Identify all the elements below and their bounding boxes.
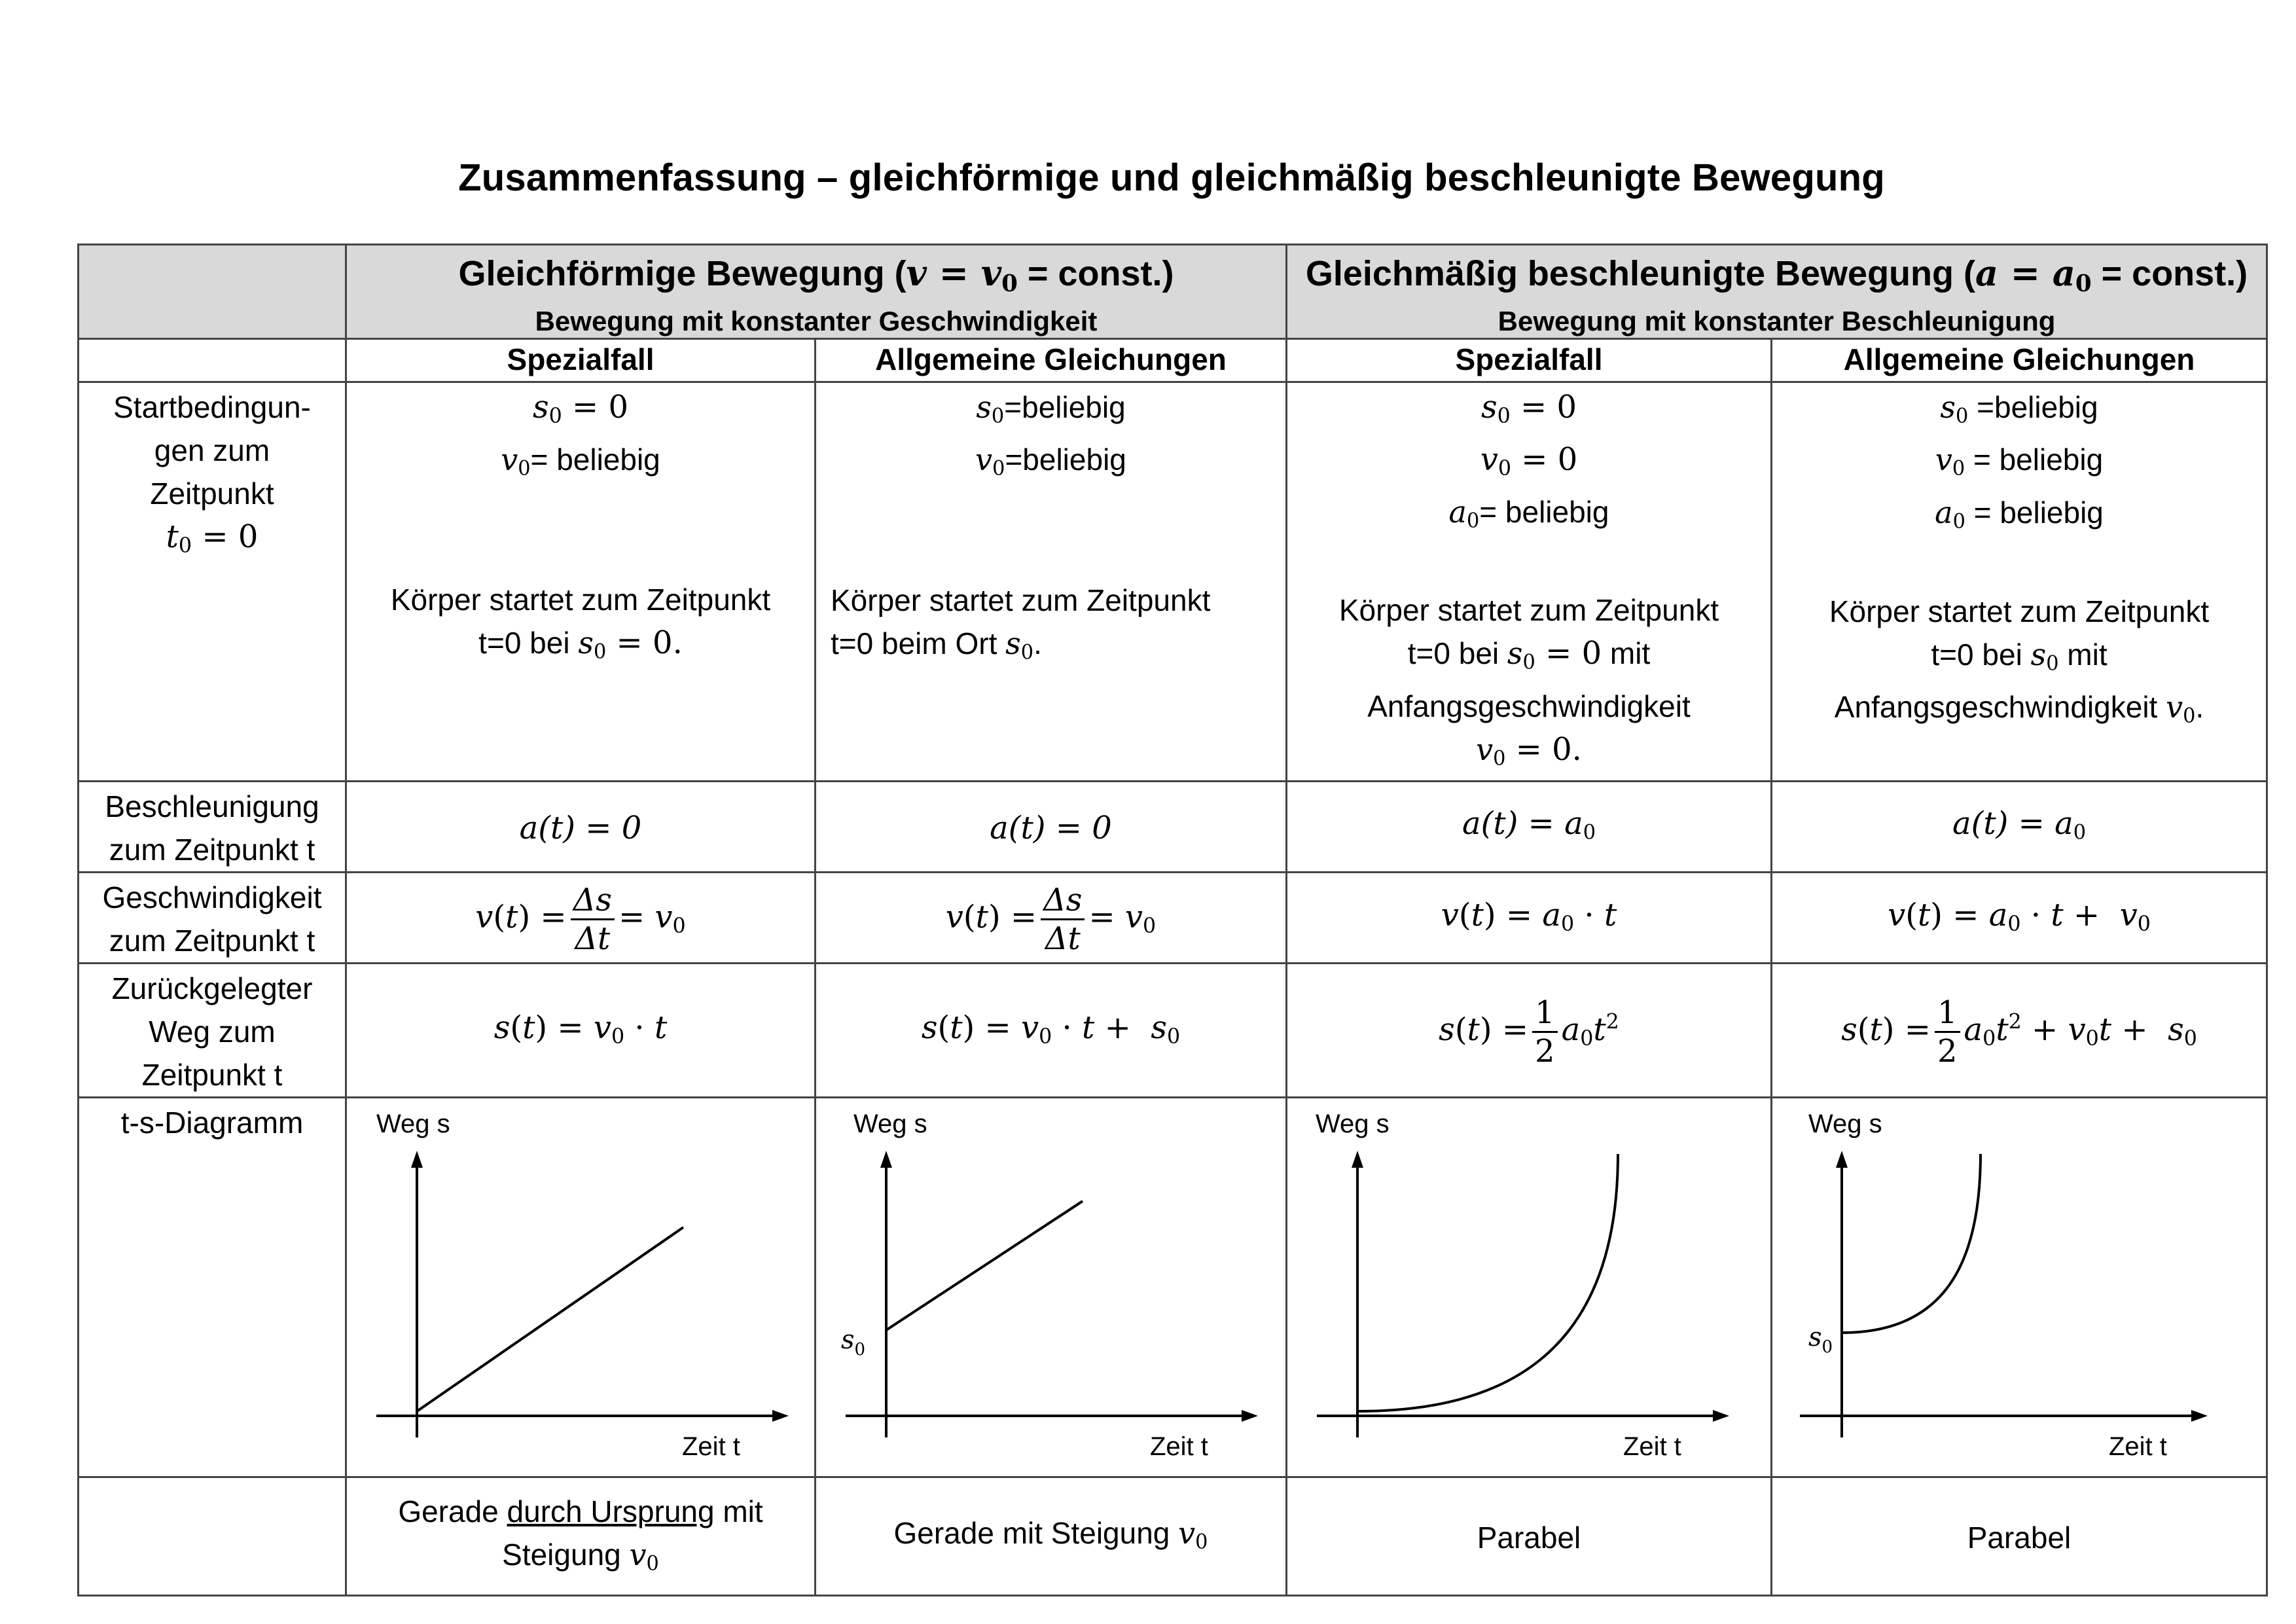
row-label-diagram (79, 1098, 346, 1477)
x-axis-label: Zeit t (682, 1432, 740, 1462)
distance-cell-3: s(t) = $\frac{1}{2}$ $a_0t^2$ (1287, 964, 1772, 1098)
start-c4-line3: = beliebig (1965, 496, 2104, 530)
accel-formula-3: a(t) = a (1462, 805, 1583, 842)
accel-cell-3: $a(t) = a_0$ (1287, 782, 1772, 873)
s0-label: $s_0$ (841, 1325, 866, 1360)
label-line: Beschleunigung (105, 789, 319, 824)
accelerated-title-math: a = a (1975, 252, 2075, 294)
label-math-rest: = 0 (192, 518, 259, 555)
y-axis-arrow-icon (880, 1151, 892, 1168)
y-axis-label: Weg s (1316, 1110, 1390, 1139)
caption-empty-cell (79, 1477, 346, 1596)
start-cell-1: $s_0 = 0$ $v_0=$ beliebig Körper startet zum Zeitpunkt t=0 bei $s_0 = 0$. (346, 382, 816, 782)
velocity-cell-2: v(t) = $\frac{\Delta s}{\Delta t}$ = $v_0$ (816, 873, 1287, 964)
half-fraction-1: $\frac{1}{2}$ (1532, 994, 1558, 1070)
label-line: Geschwindigkeit (102, 880, 322, 915)
header-row (79, 245, 2267, 339)
row-start-conditions (79, 382, 2267, 782)
start-c3-desc2c: mit (1602, 636, 1651, 671)
graph-parabola (1842, 1154, 1981, 1333)
x-axis-arrow-icon (772, 1410, 789, 1422)
graph-line (886, 1201, 1083, 1330)
caption-cell-2: Gerade mit Steigung $v_0$ (816, 1477, 1287, 1596)
uniform-title: Gleichförmige Bewegung ( (458, 254, 906, 293)
row-distance (79, 964, 2267, 1098)
col-header-1: Spezialfall (346, 338, 816, 382)
start-c2-desc2: t=0 beim Ort (831, 626, 1006, 661)
start-c4-line2: = beliebig (1965, 442, 2104, 477)
row-caption (79, 1477, 2267, 1596)
caption-1-underline: durch Ursprung (507, 1494, 715, 1529)
y-axis-arrow-icon (1836, 1151, 1848, 1168)
diagram-cell-3 (1287, 1098, 1772, 1477)
start-c1-line1: = 0 (572, 388, 629, 425)
y-axis-label: Weg s (376, 1110, 450, 1139)
label-line: gen zum (154, 433, 270, 467)
header-empty-cell (79, 245, 346, 339)
label-line: zum Zeitpunkt t (109, 924, 315, 958)
start-c3-line3: = beliebig (1479, 494, 1609, 529)
diagram-cell-4 (1772, 1098, 2267, 1477)
start-c3-desc3: Anfangsgeschwindigkeit (1367, 689, 1691, 723)
start-c2-line2: =beliebig (1005, 442, 1126, 477)
accel-cell-4: $a(t) = a_0$ (1772, 782, 2267, 873)
x-axis-arrow-icon (1242, 1410, 1258, 1422)
start-c3-desc4: = 0. (1505, 731, 1582, 768)
y-axis-arrow-icon (411, 1151, 423, 1168)
y-axis-label: Weg s (853, 1110, 927, 1139)
accel-cell-1 (346, 782, 816, 873)
start-cell-4: $s_0$ =beliebig $v_0$ = beliebig $a_0$ = beliebig Körper startet zum Zeitpunkt t=0 bei $s_0$ mit Anfangsgeschwindigkeit $v_0$. (1772, 382, 2267, 782)
uniform-title-math: v = v (906, 252, 1002, 294)
label-line: Zurückgelegter (111, 971, 313, 1006)
subheader-empty-cell (79, 338, 346, 382)
label-math-sub: 0 (178, 533, 192, 558)
ts-diagram-3 (1287, 1098, 1772, 1474)
uniform-title-suffix: = const.) (1017, 254, 1174, 293)
row-label-velocity (79, 873, 346, 964)
start-c3-desc2a: t=0 bei (1407, 636, 1507, 671)
header-uniform (346, 245, 1287, 339)
start-c3-line2: = 0 (1521, 441, 1578, 478)
caption-1-pre: Gerade (398, 1494, 507, 1529)
label-math-t: t (166, 518, 179, 555)
page-title: Zusammenfassung – gleichförmige und gleichmäßig beschleunigte Bewegung (458, 156, 1885, 199)
velocity-cell-3: $v(t) = a_0 \cdot t$ (1287, 873, 1772, 964)
uniform-title-sub: 0 (1001, 270, 1018, 297)
accel-formula-2: a(t) = 0 (990, 810, 1112, 847)
label-line: Zeitpunkt t (141, 1058, 283, 1092)
y-axis-arrow-icon (1352, 1151, 1363, 1168)
velocity-fraction-2: $\frac{\Delta s}{\Delta t}$ (1041, 882, 1085, 957)
velocity-fraction-1: $\frac{\Delta s}{\Delta t}$ (571, 882, 615, 957)
caption-cell-4 (1772, 1477, 2267, 1596)
row-label-distance (79, 964, 346, 1098)
label-line: Zeitpunkt (150, 476, 274, 511)
start-c1-desc2a: t=0 bei (478, 626, 579, 660)
start-c2-desc1: Körper startet zum Zeitpunkt (831, 583, 1211, 618)
start-c3-desc2b: = 0 (1535, 635, 1602, 672)
accelerated-title-suffix: = const.) (2091, 254, 2248, 293)
ts-diagram-1 (347, 1098, 816, 1474)
start-c4-desc3: Anfangsgeschwindigkeit (1834, 690, 2166, 725)
start-c1-line2: = beliebig (530, 442, 660, 477)
accel-cell-2 (816, 782, 1287, 873)
distance-cell-4: s(t) = $\frac{1}{2}$ $a_0t^2 + v_0t + s_0$ (1772, 964, 2267, 1098)
accel-formula-1: a(t) = 0 (519, 810, 642, 847)
ts-diagram-2 (816, 1098, 1287, 1474)
col-header-2: Allgemeine Gleichungen (816, 338, 1287, 382)
start-c1-desc1: Körper startet zum Zeitpunkt (390, 583, 771, 617)
label-line: Startbedingun- (113, 389, 311, 424)
label-line: Weg zum (149, 1015, 276, 1049)
row-label-start (79, 382, 346, 782)
y-axis-label: Weg s (1808, 1110, 1882, 1139)
x-axis-label: Zeit t (1623, 1432, 1681, 1462)
col-header-3: Spezialfall (1287, 338, 1772, 382)
start-cell-3: $s_0 = 0$ $v_0 = 0$ $a_0=$ beliebig Körper startet zum Zeitpunkt t=0 bei $s_0 = 0$ mit Anfangsgeschwindigkeit $v_0 = 0$. (1287, 382, 1772, 782)
subheader-row (79, 338, 2267, 382)
accelerated-title-sub: 0 (2075, 270, 2092, 297)
start-c4-line1: =beliebig (1968, 389, 2098, 424)
caption-3: Parabel (1477, 1521, 1581, 1555)
col-header-4: Allgemeine Gleichungen (1772, 338, 2267, 382)
start-c4-desc1: Körper startet zum Zeitpunkt (1829, 594, 2210, 628)
start-c4-desc2b: mit (2058, 637, 2108, 672)
velocity-cell-4: $v(t) = a_0 \cdot t + v_0$ (1772, 873, 2267, 964)
summary-table (77, 244, 2268, 1597)
diagram-cell-2 (816, 1098, 1287, 1477)
start-c3-desc1: Körper startet zum Zeitpunkt (1338, 593, 1719, 628)
header-accelerated (1287, 245, 2267, 339)
half-fraction-2: $\frac{1}{2}$ (1935, 994, 1960, 1070)
start-c3-line1: = 0 (1520, 388, 1577, 425)
caption-4: Parabel (1967, 1521, 2072, 1555)
s0-label: $s_0$ (1808, 1322, 1833, 1358)
velocity-cell-1: v(t) = $\frac{\Delta s}{\Delta t}$ = $v_0$ (346, 873, 816, 964)
label-line: t-s-Diagramm (120, 1106, 304, 1140)
accelerated-subtitle: Bewegung mit konstanter Beschleunigung (1498, 305, 2056, 336)
caption-1-line2: Steigung (502, 1538, 630, 1572)
caption-cell-1: Gerade durch Ursprung mit Steigung $v_0$ (346, 1477, 816, 1596)
label-line: zum Zeitpunkt t (109, 833, 315, 867)
start-c1-desc2b: = 0. (606, 624, 683, 662)
graph-line (417, 1227, 683, 1411)
caption-cell-3 (1287, 1477, 1772, 1596)
x-axis-arrow-icon (1713, 1410, 1729, 1422)
start-c4-desc2a: t=0 bei (1931, 637, 2031, 672)
x-axis-arrow-icon (2191, 1410, 2208, 1422)
accel-formula-4: a(t) = a (1952, 805, 2073, 842)
x-axis-label: Zeit t (2109, 1432, 2167, 1462)
graph-parabola (1357, 1154, 1618, 1411)
x-axis-label: Zeit t (1150, 1432, 1208, 1462)
diagram-cell-1 (346, 1098, 816, 1477)
row-velocity (79, 873, 2267, 964)
accelerated-title: Gleichmäßig beschleunigte Bewegung ( (1305, 254, 1975, 293)
uniform-subtitle: Bewegung mit konstanter Geschwindigkeit (535, 305, 1098, 336)
caption-1-post: mit (714, 1494, 763, 1529)
row-label-accel (79, 782, 346, 873)
row-diagram (79, 1098, 2267, 1477)
row-acceleration (79, 782, 2267, 873)
start-c2-line1: =beliebig (1004, 389, 1126, 424)
distance-cell-2: $s(t) = v_0 \cdot t + s_0$ (816, 964, 1287, 1098)
ts-diagram-4 (1772, 1098, 2268, 1474)
start-cell-2: $s_0=beliebig$ $v_0=beliebig$ Körper startet zum Zeitpunkt t=0 beim Ort $s_0$. (816, 382, 1287, 782)
distance-cell-1: $s(t) = v_0 \cdot t$ (346, 964, 816, 1098)
caption-2: Gerade mit Steigung (893, 1516, 1179, 1551)
